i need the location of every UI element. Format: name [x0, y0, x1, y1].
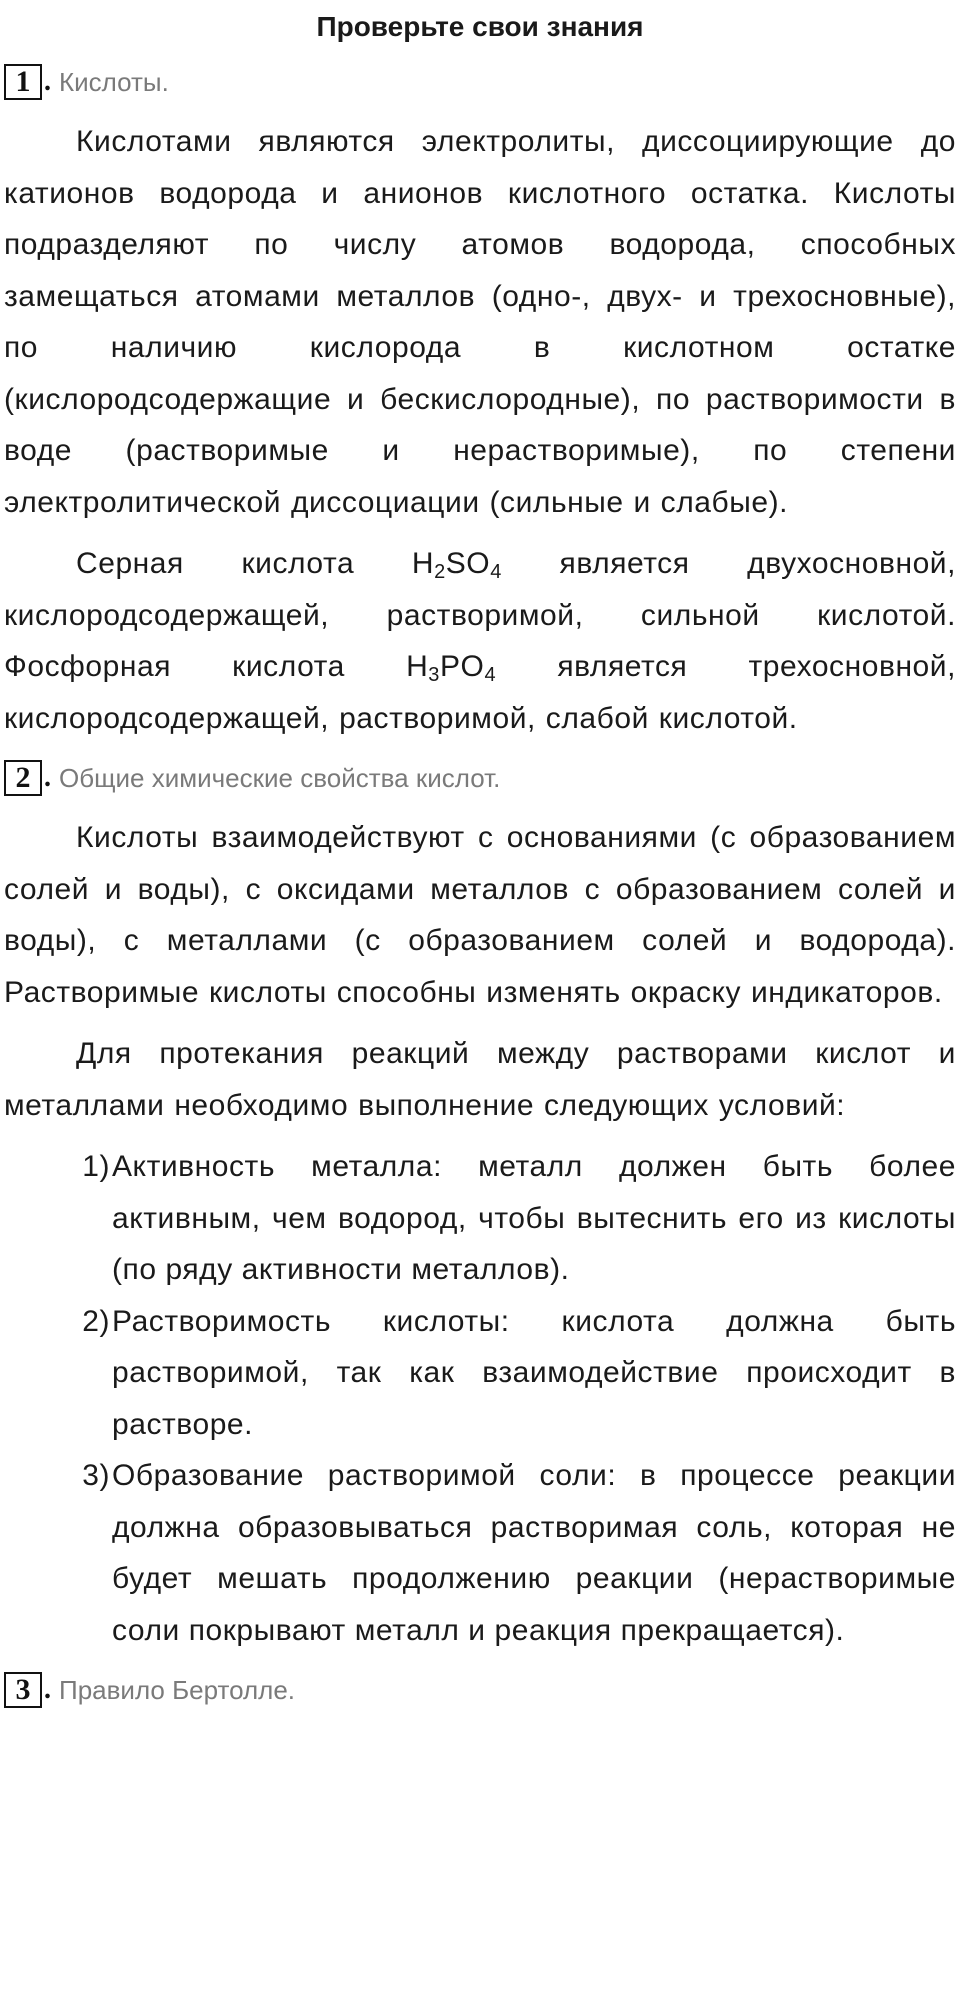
- section-2-header: [4, 758, 960, 798]
- list-item-text: Образование растворимой соли: в процессе реакции должна образовываться растворимая соль, которая не будет мешать продолжению реакции (нерастворимые соли покрывают металл и реакция прекращается).: [112, 1459, 956, 1647]
- list-item: [0, 1141, 960, 1296]
- phosphoric-suffix: является трехосновной, кислородсодержащей, растворимой, слабой кислотой.: [4, 650, 956, 735]
- section-number-box: 2: [4, 760, 42, 796]
- paragraph-reaction-conditions-intro: Для протекания реакций между растворами кислот и металлами необходимо выполнение следующих условий:: [4, 1037, 956, 1122]
- section-1-header: [4, 62, 960, 102]
- conditions-list: [0, 1141, 960, 1656]
- paragraph-acids-definition: Кислотами являются электролиты, диссоциирующие до катионов водорода и анионов кислотного остатка. Кислоты подразделяют по числу атомов водорода, способных замещаться атомами металлов (одно-, двух- и трехосновные), по наличию кислорода в кислотном остатке (кислородсодержащие и бескислородные), по растворимости в воде (растворимые и нерастворимые), по степени электролитической диссоциации (сильные и слабые).: [4, 125, 956, 519]
- page-title: Проверьте свои знания: [316, 11, 644, 42]
- list-item: [0, 1296, 960, 1451]
- section-number-dot: .: [44, 66, 51, 97]
- section-number-box: 1: [4, 64, 42, 100]
- phosphoric-formula: $H_3PO_4$: [406, 650, 497, 686]
- sulfuric-formula: $H_2SO_4$: [411, 547, 502, 583]
- section-title: Правило Бертолле.: [59, 1674, 296, 1705]
- phosphoric-prefix: Фосфорная кислота: [4, 650, 345, 683]
- list-item-text: Растворимость кислоты: кислота должна быть растворимой, так как взаимодействие происходит в растворе.: [112, 1304, 956, 1441]
- section-number-box: 3: [4, 1672, 42, 1708]
- section-number-dot: .: [44, 762, 51, 793]
- list-item-number: 3): [82, 1459, 110, 1492]
- list-item-text: Активность металла: металл должен быть более активным, чем водород, чтобы вытеснить его из кислоты (по ряду активности металлов).: [112, 1150, 956, 1286]
- section-number-dot: .: [44, 1674, 51, 1705]
- section-title: Кислоты.: [59, 66, 169, 97]
- list-item-number: 2): [82, 1304, 110, 1338]
- sulfuric-suffix: является двухосновной, кислородсодержащей, растворимой, сильной кислотой.: [4, 547, 956, 632]
- list-item: [0, 1450, 960, 1656]
- section-3-header: [4, 1670, 960, 1710]
- sulfuric-prefix: Серная кислота: [76, 547, 355, 580]
- paragraph-acid-properties: Кислоты взаимодействуют с основаниями (с образованием солей и воды), с оксидами металлов с образованием солей и воды), с металлами (с образованием солей и водорода). Растворимые кислоты способны изменять окраску индикаторов.: [4, 821, 956, 1009]
- section-title: Общие химические свойства кислот.: [59, 762, 501, 793]
- paragraph-acid-examples: [0, 538, 960, 744]
- list-item-number: 1): [82, 1150, 110, 1183]
